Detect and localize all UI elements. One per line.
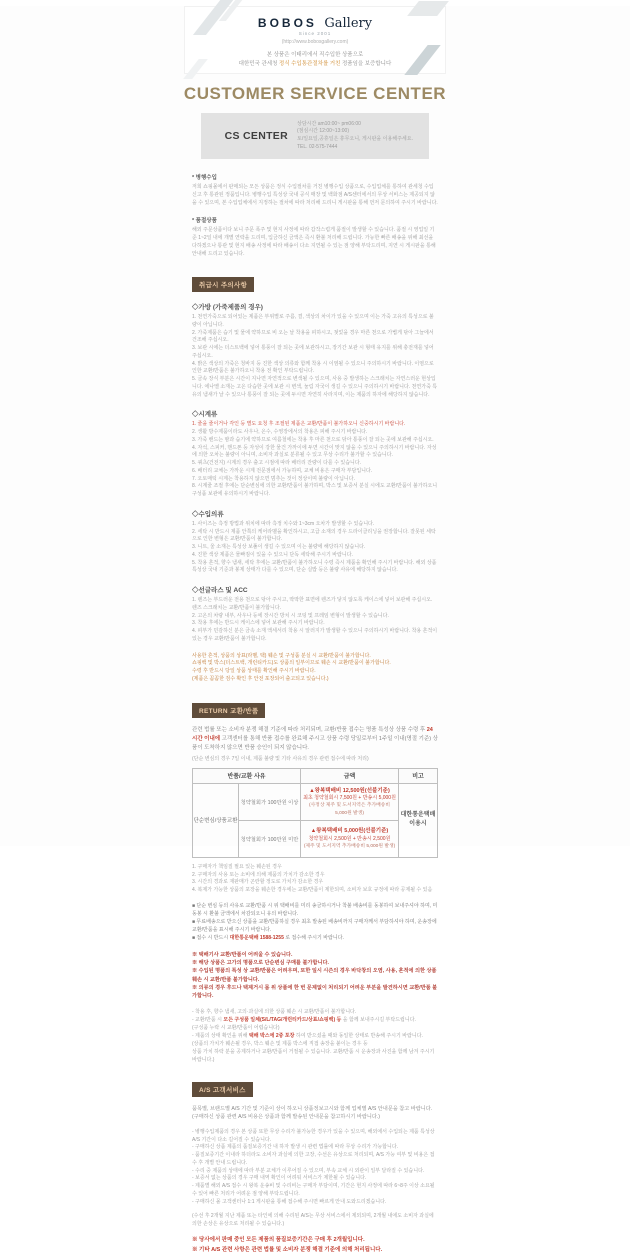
cs-center-label: CS CENTER: [224, 130, 288, 142]
care-orange-note: 쇼핑백 및 박스(더스트백, 개런티카드)도 상품의 일부이므로 훼손 시 교환/반품이 불가합니다.: [192, 660, 391, 667]
returns-warning-note: ※ 의류의 경우 후드나 택제거시 몸 위 상품에 한 번 문제없이 처리되기 어려운 부분을 발견하시면 교환/반품 불가합니다.: [192, 985, 438, 1000]
returns-dash-note: [192, 1040, 438, 1048]
after-service-paren-note: (수선 후 2개월 지난 제품 또는 타인에 의해 수리된 A/S는 무상 서비스에서 제외되며, 2개월 내에도 소비자 과실에 의한 손상은 유상으로 처리될 수 있습니다.): [192, 1213, 434, 1228]
returns-table-header-amount: 금액: [301, 768, 399, 783]
amount-line1: ▲왕복택배비 12,500원(선불기준): [309, 787, 390, 794]
care-section-title-watch: ◇시계류: [192, 411, 218, 419]
returns-numbered-note: 4. 복제가 가능한 상품의 포장을 훼손한 경우에는 교환/반품이 제한되며, 소비자 보호 규정에 따라 공제될 수 있음: [192, 887, 433, 894]
after-service-intro-line: (구매하신 상품 관련 A/S 비용은 상품과 함께 발송된 안내문을 참고하시기 바랍니다.): [192, 1114, 381, 1121]
care-item-warning: 1. 줄을 줄이거나 각인 등 별도 요청 후 조절된 제품은 교환/반품이 불가하오니 신중하시기 바랍니다.: [192, 421, 406, 428]
care-item: 6. 배터리 교체는 가까운 시계 전문점에서 가능하며, 교체 비용은 구매자 부담입니다.: [192, 467, 373, 474]
top-note-title: * 병행수입: [192, 175, 217, 181]
returns-dash-notes: [192, 1008, 438, 1064]
after-service-note: - 제품별 해외 A/S 접수 시 왕복 운송비 및 수리비는 구매자 부담이며, 기간은 현지 사정에 따라 6~8주 이상 소요될 수 있어 빠른 처리가 어려운 점 양해 부탁드립니다.: [192, 1183, 435, 1197]
returns-dash-note: [192, 1024, 438, 1032]
returns-table-remark: [399, 783, 438, 857]
top-note-body: 해외 주문상품이다 보니 주문 폭주 및 현지 사정에 따라 갑작스럽게 품절이 발생할 수 있습니다. 품절 시 영업일 기준 1~2일 내에 개별 연락을 드리며, 입금하신 금액은 즉시 환불 처리해 드립니다. 가능한 빠른 배송을 위해 최선을 다하겠으나 통관 및 현지 배송 사정에 따라 배송이 다소 지연될 수 있는 점 양해 부탁드리며, 지연 시 게시판을 통해 안내해 드리고 있습니다.: [192, 227, 436, 257]
care-items-watch: [192, 429, 438, 499]
returns-table: [192, 768, 438, 858]
care-section-title-bag: ◇가방 (가죽제품의 경우): [192, 304, 263, 311]
care-item: 3. 니트, 울 소재는 특성상 보풀이 생길 수 있으며 이는 불량에 해당하지 않습니다.: [192, 544, 366, 550]
returns-table-condition: 청약철회가 100만원 미만: [239, 820, 301, 857]
brand-desc2-highlight: 정식 수입통관절차를 거친: [278, 61, 341, 68]
returns-intro-post: 고객센터를 통해 반품 접수를 완료해 주시고 상품 수령 당일로부터 1주일 이내(명절 기준) 상품이 도착하지 않으면 반품 승인이 되지 않습니다.: [192, 735, 438, 751]
returns-badge: RETURN 교환/반품: [192, 703, 265, 718]
after-service-final-notes: [192, 1236, 438, 1256]
brand-description: [185, 51, 445, 69]
top-note-title: * 품절상품: [192, 218, 217, 224]
returns-table-row-label: 단순변심/상품교환: [193, 783, 239, 857]
after-service-note: - 병행수입제품의 경우 본 상품 또한 무상 수리가 불가능한 경우가 있을 수 있으며, 해외에서 수입되는 제품 특성상 A/S 기간이 다소 길어질 수 있습니다.: [192, 1128, 435, 1143]
care-item: 2. 가죽제품은 습기 및 물에 약하므로 비 오는 날 착용을 피하시고, 젖었을 경우 마른 천으로 가볍게 닦아 그늘에서 건조해 주십시오.: [192, 329, 434, 344]
care-item: 4. 밝은 색상의 가죽은 청바지 등 진한 색상 의류와 함께 착용 시 이염될 수 있으니 주의하시기 바랍니다. 이염으로 인한 교환/반품은 불가하오니 착용 전 확인 부탁드립니다.: [192, 360, 434, 375]
care-item: 4. 자석, 스피커, 핸드폰 등 자성이 강한 물건 가까이에 두면 시간이 맞지 않을 수 있으니 주의하시기 바랍니다. 자성에 의한 오차는 불량이 아니며, 소비자 과실로 분류될 수 있고 무상 수리가 불가할 수 있습니다.: [192, 444, 437, 459]
customer-service-page: [0, 6, 630, 1254]
care-item: 3. 착용 후에는 반드시 케이스에 넣어 보관해 주시기 바랍니다.: [192, 620, 325, 627]
cs-center-info-line: 토/일요일,공휴일은 휴무오니, 게시판을 이용해주세요.: [297, 136, 413, 142]
top-notes: [192, 173, 438, 258]
returns-dash-note: [192, 1048, 438, 1064]
brand-since-label: Since 2001: [298, 31, 332, 36]
bullet-em-phone: 대한통운택배 1588-1255: [229, 934, 284, 941]
cs-center-info: [297, 121, 429, 152]
care-item: 3. 가죽 밴드는 땀과 습기에 약하므로 여름철에는 착용 후 마른 천으로 닦아 통풍이 잘 되는 곳에 보관해 주십시오.: [192, 436, 434, 443]
returns-table-amount: [301, 820, 399, 857]
cs-center-info-line: (점심시간 12:00~13:00): [297, 128, 349, 135]
after-service-note: - 구매하신 몰 고객센터나 1:1 게시판을 통해 접수해 주시면 빠르게 안내 도와드리겠습니다.: [192, 1198, 387, 1205]
returns-bullet-notes: [192, 902, 438, 942]
returns-warning-notes: [192, 951, 438, 1001]
returns-warning-note: ※ 해당 상품은 고가의 명품으로 단순변심 구매를 불가합니다.: [192, 960, 329, 967]
care-badge: 취급시 주의사항: [192, 277, 254, 292]
care-orange-notes: [192, 653, 438, 684]
dash-pre: (상품의 가치가 훼손될 경우, 박스 훼손 및 제품 박스에 직접 송장을 붙이는 경우 등: [192, 1040, 368, 1047]
cs-center-info-line: 상담시간 am10:00~ pm06:00: [297, 120, 361, 127]
dash-pre: (구성품 누락 시 교환/반품이 어렵습니다): [192, 1024, 280, 1031]
returns-numbered-notes: [192, 864, 438, 895]
top-note-soldout: [192, 216, 438, 258]
amount-line3: (사정상 제주 및 도서지역은 추가배송비 5,000원 발생): [308, 803, 391, 816]
care-items-clothing: [192, 521, 438, 575]
returns-intro-pre: 관련 법률 또는 소비자 분쟁 해결 기준에 따라 처리되며, 교환/반품 접수는 명품 특성상 상품 수령 후: [192, 726, 427, 733]
top-note-body: 저희 쇼핑몰에서 판매되는 모든 상품은 정식 수입절차를 거친 병행수입 상품으로, 수입업체를 통하여 관세청 수입신고 후 통관된 정품입니다. 병행수입 특성상 국내 공식 매장 및 백화점 A/S센터에서의 무상 서비스는 제공되지 않을 수 있으며, 본 수입업체에서 지정하는 절차에 따라 처리해 드리니 게시판을 통해 먼저 문의하여 주시기 바랍니다.: [192, 184, 438, 206]
returns-table-header-row: [193, 768, 438, 783]
after-service-badge: A/S 고객서비스: [192, 1082, 253, 1097]
returns-intro-highlight: 24시간 이내에: [192, 726, 433, 742]
care-item: 5. 착용 흔적, 향수 냄새, 세탁 후에는 교환/반품이 불가하오니 수령 즉시 제품을 확인해 주시기 바랍니다. 해외 상품 특성상 국내 기준과 봉제 상태가 다를 수 있으며, 단순 실밥 등은 불량 사유에 해당하지 않습니다.: [192, 559, 437, 574]
returns-numbered-note: 3. 시간의 경과로 재판매가 곤란할 정도로 가치가 감소한 경우: [192, 879, 324, 886]
brand-logo-primary: BOBOS: [257, 16, 317, 30]
care-item: 4. 피부가 민감하신 분은 금속 소재 액세서리 착용 시 알러지가 발생할 수 있으니 주의하시기 바랍니다. 착용 흔적이 있는 경우 교환/반품이 불가합니다.: [192, 628, 438, 642]
amount-line2: 청약철회시 2,500원 + 반송시 2,500원: [308, 835, 391, 842]
care-items-bag: [192, 314, 438, 399]
brand-description-line1: 본 상품은 이태리에서 직수입한 상품으로: [266, 52, 364, 58]
care-section: [192, 274, 438, 684]
returns-bullet-note: [192, 934, 438, 942]
returns-table-header-remark: 비고: [399, 768, 438, 783]
after-service-intro-line: 품목별, 브랜드별 A/S 기간 및 기준이 상이 하오니 상품정보고시와 함께 업체별 A/S 안내문을 참고 바랍니다.: [192, 1105, 433, 1112]
brand-desc2-post: 정품임을 보증합니다: [340, 61, 392, 68]
care-item: 2. 세탁 시 반드시 제품 안쪽의 케어라벨을 확인하시고, 고급 소재의 경우 드라이클리닝을 권장합니다. 잘못된 세탁으로 인한 변형은 교환/반품이 불가합니다.: [192, 528, 436, 543]
brand-description-line2: [185, 60, 445, 69]
decorative-stripe: [407, 1, 449, 16]
dash-pre: 상품 가치 하락 분을 공제하거나 교환/반품이 거절될 수 있습니다. 교환/반품 시 운송장과 사진을 함께 남겨 주시기 바랍니다.): [192, 1048, 435, 1063]
returns-intro-sub: (단순 변심의 경우 7일 이내, 제품 불량 및 기타 사유의 경우 관련 접수에 따라 처리): [192, 755, 369, 762]
care-item: 4. 진한 색상 제품은 물빠짐이 있을 수 있으니 단독 세탁해 주시기 바랍니다.: [192, 551, 353, 558]
care-section-title-sunglasses: ◇선글라스 및 ACC: [192, 587, 248, 594]
remark-line2: 이용시: [409, 821, 427, 828]
returns-table-row: [193, 783, 438, 820]
care-item: 8. 시계줄 조절 후에는 단순변심에 의한 교환/반품이 불가하며, 박스 및 보증서 분실 시에도 교환/반품이 불가하오니 구성품 보관에 유의하시기 바랍니다.: [192, 483, 438, 497]
bullet-post: 로 접수해 주시기 바랍니다.: [283, 934, 344, 941]
after-service-notes: [192, 1129, 438, 1207]
dash-em: 모든 구성품 일체(S/L/TAG/개런티카드/상표/쇼핑백) 등: [223, 1016, 342, 1023]
after-service-note: - 품질보증기간 이내라 하더라도 소비자 과실에 의한 고장, 수선은 유상으로 처리되며, A/S 가능 여부 및 비용은 접수 후 개별 안내 드립니다.: [192, 1152, 435, 1166]
care-item: 1. 사이즈는 측정 방법과 위치에 따라 측정 치수와 1~3cm 오차가 발생할 수 있습니다.: [192, 520, 375, 527]
returns-table-condition: 청약철회가 100만원 이상: [239, 783, 301, 820]
returns-intro: [192, 726, 438, 753]
care-item: 5. 금속 장식 부분은 시간이 지나면 자연적으로 변색될 수 있으며, 사용 중 발생하는 스크래치는 자연스러운 현상입니다. 에나멜 소재는 고온 다습한 곳에 보관 시 변색, 눌림 자국이 생길 수 있으니 주의하시기 바랍니다. 천연가죽 특유의 냄새가 날 수 있으나 통풍이 잘 되는 곳에 두시면 자연히 사라지며, 이는 제품의 하자에 해당하지 않습니다.: [192, 376, 438, 398]
after-service-section: [192, 1079, 438, 1256]
returns-dash-note: [192, 1032, 438, 1040]
brand-card: [184, 6, 446, 74]
care-section-title-clothing: ◇수입의류: [192, 510, 224, 518]
top-note-parallel-import: [192, 173, 438, 207]
care-item: 5. 쿼츠(건전지) 시계의 경우 출고 시점에 따라 배터리 잔량이 다를 수 있습니다.: [192, 460, 362, 466]
returns-table-header-reason: 반품/교환 사유: [193, 768, 301, 783]
after-service-final-note: ※ 당사에서 판매 중인 모든 제품의 품질보증기간은 구매 후 2개월입니다.: [192, 1237, 365, 1244]
after-service-note: - 구매하신 상품 제품의 품질보증기간 내 하자 발생 시 관련 법률에 따라 무상 수리가 가능합니다.: [192, 1144, 399, 1151]
returns-warning-note: ※ 택배기사 교환/반품이 어려울 수 있습니다.: [192, 951, 293, 958]
returns-numbered-note: 2. 구매자의 사용 또는 소비에 의해 제품의 가치가 감소한 경우: [192, 871, 325, 878]
care-item: 2. 고온의 차량 내부, 사우나 등에 장시간 방치 시 코팅 및 프레임 변형이 발생할 수 있습니다.: [192, 612, 389, 619]
returns-table-amount: [301, 783, 399, 820]
returns-bullet-note: [192, 918, 438, 934]
brand-desc2-pre: 대한민국 관세청: [238, 61, 279, 68]
care-orange-note: 사용한 흔적, 상품의 상표(라벨, 택) 훼손 및 구성품 분실 시 교환/반품이 불가합니다.: [192, 652, 371, 659]
care-item: 2. 생활 방수제품이라도 사우나, 온수, 수영장에서의 착용은 피해 주시기 바랍니다.: [192, 429, 368, 435]
bullet-pre: ■ 접수 시 반드시: [192, 934, 230, 941]
after-service-note: - 보증서 없는 상품의 경우 구매 내역 확인이 어려워 서비스가 제한될 수 있습니다.: [192, 1175, 367, 1182]
care-item: 1. 렌즈는 부드러운 전용 천으로 닦아 주시고, 딱딱한 표면에 렌즈가 닿지 않도록 케이스에 넣어 보관해 주십시오. 렌즈 스크래치는 교환/반품이 불가합니다.: [192, 597, 433, 611]
care-item: 7. 오토매틱 시계는 착용하지 않으면 멈추는 것이 정상이며 불량이 아닙니다.: [192, 475, 355, 482]
amount-line1: ▲왕복택배비 5,000원(선불기준): [310, 828, 389, 835]
dash-em: 택배 박스에 2중 포장: [248, 1032, 295, 1039]
cs-center-info-line: TEL. 02-575-7444: [297, 143, 338, 150]
page-title: CUSTOMER SERVICE CENTER: [183, 84, 447, 103]
brand-url-link[interactable]: (http://www.bobosgallery.com): [281, 39, 349, 45]
cs-center-box: [201, 113, 429, 159]
care-item: 1. 천연가죽으로 되어있는 제품은 부위별로 주름, 결, 색상의 차이가 있을 수 있으며 이는 가죽 고유의 특성으로 불량이 아닙니다.: [192, 314, 434, 328]
bullet-pre: ■ 무료배송으로 받으신 상품을 교환/반품하실 경우 최초 발송된 배송비까지 구매자께서 부담하셔야 하며, 운송장에 교환/반품을 표시해 주시기 바랍니다.: [192, 918, 437, 933]
care-orange-note: (제품은 꼼꼼한 검수 확인 후 안전 포장되어 출고되고 있습니다.): [192, 675, 329, 682]
dash-post: 하여 받으셨을 때와 동일한 상태로 반송해 주시기 바랍니다.: [294, 1032, 423, 1039]
returns-dash-note: [192, 1008, 438, 1016]
after-service-final-note: ※ 기타 A/S 관련 사항은 관련 법률 및 소비자 분쟁 해결 기준에 의해 처리됩니다.: [192, 1247, 383, 1254]
returns-numbered-note: 1. 구매자가 책임질 필요 있는 훼손된 경우: [192, 863, 282, 870]
returns-warning-note: ※ 수입된 명품의 특성 상 교환/반품은 어려우며, 또한 일시 시즌의 경우 바닥창의 오염, 사용, 흔적에 의한 상품 훼손 시 교환/반품 불가합니다.: [192, 968, 437, 983]
after-service-note: - 수리 중 제품의 상태에 따라 부분 교체가 이루어질 수 있으며, 부속 교체 시 외관이 일부 달라질 수 있습니다.: [192, 1167, 425, 1174]
returns-dash-note: [192, 1016, 438, 1024]
care-item: 3. 보관 시에는 더스트백에 넣어 통풍이 잘 되는 곳에 보관하시고, 장기간 보관 시 형태 유지를 위해 충전재를 넣어 주십시오.: [192, 345, 434, 359]
after-service-intro: [192, 1105, 438, 1122]
dash-pre: - 교환/반품 시: [192, 1016, 224, 1023]
returns-bullet-note: [192, 902, 438, 918]
amount-line2: 최초 청약철회시 7,500원 + 반송시 5,000원: [303, 794, 396, 801]
brand-logo-secondary: Gallery: [324, 16, 373, 31]
dash-pre: - 제품의 상태 확인을 위해: [192, 1032, 249, 1039]
care-orange-note: 수령 후 반드시 당일 상품 상태를 확인해 주시기 바랍니다.: [192, 668, 316, 674]
care-items-sunglasses: [192, 597, 438, 644]
bullet-pre: ■ 단순 변심 등의 사유로 교환/반품 시 위 택배비를 미리 송금하시거나 착불 배송비를 동봉하여 보내주셔야 하며, 미동봉 시 환불 금액에서 차감되오니 유의 바랍니다.: [192, 902, 438, 917]
amount-line3: (제주 및 도서지역 추가배송비 5,000원 발생): [303, 844, 396, 850]
dash-pre: - 착용 후, 향수 냄새, 고의·과실에 의한 상품 훼손 시 교환/반품이 불가합니다.: [192, 1008, 357, 1015]
remark-line1: 대한통운택배: [400, 811, 436, 818]
dash-post: 을 함께 보내주시길 부탁드립니다.: [341, 1016, 416, 1023]
returns-section: [192, 700, 438, 1064]
